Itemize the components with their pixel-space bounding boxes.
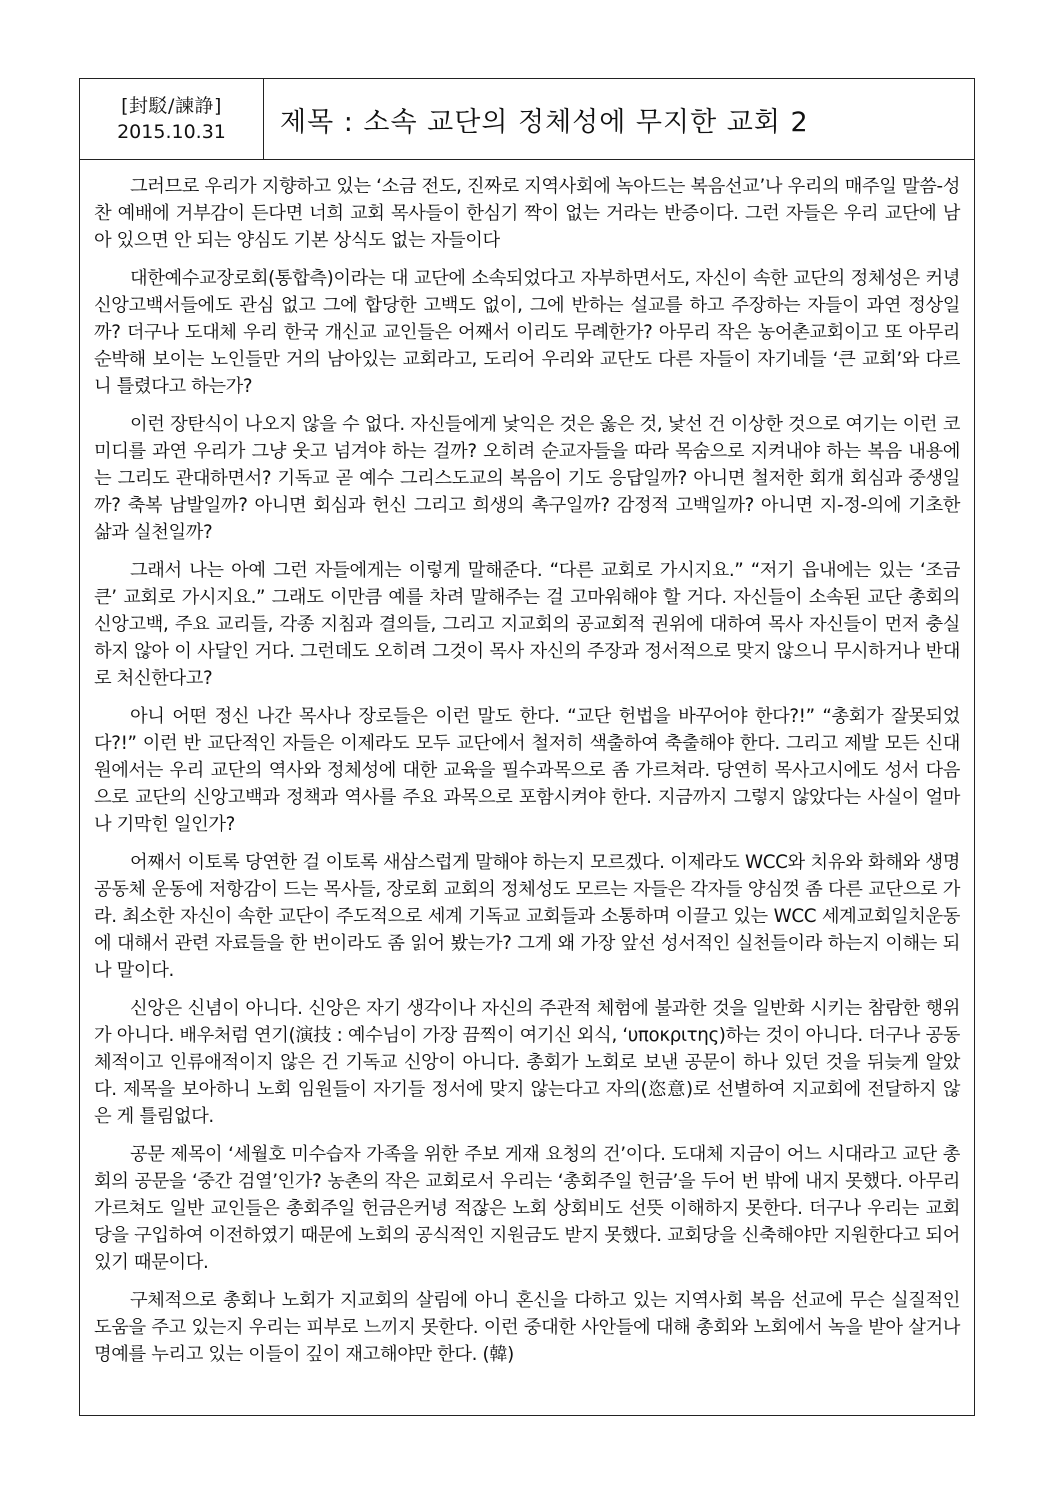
header-title-cell bbox=[264, 79, 974, 159]
paragraph: 이런 장탄식이 나오지 않을 수 없다. 자신들에게 낯익은 것은 옳은 것, 낯선 건 이상한 것으로 여기는 이런 코미디를 과연 우리가 그냥 웃고 넘겨야 하는 걸까? 오히려 순교자들을 따라 목숨으로 지켜내야 하는 복음 내용에는 그리도 관대하면서? 기독교 곧 예수 그리스도교의 복음이 기도 응답일까? 아니면 철저한 회개 회심과 중생일까? 축복 남발일까? 아니면 회심과 헌신 그리고 희생의 촉구일까? 감정적 고백일까? 아니면 지-정-의에 기초한 삶과 실천일까? bbox=[94, 414, 960, 543]
paragraph: 공문 제목이 ‘세월호 미수습자 가족을 위한 주보 게재 요청의 건’이다. 도대체 지금이 어느 시대라고 교단 총회의 공문을 ‘중간 검열’인가? 농촌의 작은 교회로서 우리는 ‘총회주일 헌금’을 두어 번 밖에 내지 못했다. 아무리 가르쳐도 일반 교인들은 총회주일 헌금은커녕 적잖은 노회 상회비도 선뜻 이해하지 못한다. 더구나 우리는 교회당을 구입하여 이전하였기 때문에 노회의 공식적인 지원금도 받지 못했다. 교회당을 신축해야만 지원한다고 되어 있기 때문이다. bbox=[94, 1144, 960, 1273]
paragraph: 아니 어떤 정신 나간 목사나 장로들은 이런 말도 한다. “교단 헌법을 바꾸어야 한다?!” “총회가 잘못되었다?!” 이런 반 교단적인 자들은 이제라도 모두 교단에서 철저히 색출하여 축출해야 한다. 그리고 제발 모든 신대원에서는 우리 교단의 역사와 정체성에 대한 교육을 필수과목으로 좀 가르쳐라. 당연히 목사고시에도 성서 다음으로 교단의 신앙고백과 정책과 역사를 주요 과목으로 포함시켜야 한다. 지금까지 그렇지 않았다는 사실이 얼마나 기막힌 일인가? bbox=[94, 706, 960, 835]
paragraph: 대한예수교장로회(통합측)이라는 대 교단에 소속되었다고 자부하면서도, 자신이 속한 교단의 정체성은 커녕 신앙고백서들에도 관심 없고 그에 합당한 고백도 없이, 그에 반하는 설교를 하고 주장하는 자들이 과연 정상일까? 더구나 도대체 우리 한국 개신교 교인들은 어째서 이리도 무례한가? 아무리 작은 농어촌교회이고 또 아무리 순박해 보이는 노인들만 거의 남아있는 교회라고, 도리어 우리와 교단도 다른 자들이 자기네들 ‘큰 교회’와 다르니 틀렸다고 하는가? bbox=[94, 268, 960, 397]
paragraph: 그래서 나는 아예 그런 자들에게는 이렇게 말해준다. “다른 교회로 가시지요.” “저기 읍내에는 있는 ‘조금 큰’ 교회로 가시지요.” 그래도 이만큼 예를 차려 말해주는 걸 고마워해야 할 거다. 자신들이 소속된 교단 총회의 신앙고백, 주요 교리들, 각종 지침과 결의들, 그리고 지교회의 공교회적 권위에 대하여 목사 자신들이 먼저 충실하지 않아 이 사달인 거다. 그런데도 오히려 그것이 목사 자신의 주장과 정서적으로 맞지 않으니 무시하거나 반대로 처신한다고? bbox=[94, 560, 960, 689]
paragraph: 그러므로 우리가 지향하고 있는 ‘소금 전도, 진짜로 지역사회에 녹아드는 복음선교’나 우리의 매주일 말씀-성찬 예배에 거부감이 든다면 너희 교회 목사들이 한심기 짝이 없는 거라는 반증이다. 그런 자들은 우리 교단에 남아 있으면 안 되는 양심도 기본 상식도 없는 자들이다 bbox=[94, 176, 960, 251]
document-frame bbox=[79, 78, 975, 1416]
paragraph: 어째서 이토록 당연한 걸 이토록 새삼스럽게 말해야 하는지 모르겠다. 이제라도 WCC와 치유와 화해와 생명공동체 운동에 저항감이 드는 목사들, 장로회 교회의 정체성도 모르는 자들은 각자들 양심껏 좀 다른 교단으로 가라. 최소한 자신이 속한 교단이 주도적으로 세계 기독교 교회들과 소통하며 이끌고 있는 WCC 세계교회일치운동에 대해서 관련 자료들을 한 번이라도 좀 읽어 봤는가? 그게 왜 가장 앞선 성서적인 실천들이라 하는지 이해는 되나 말이다. bbox=[94, 852, 960, 981]
paragraph: 구체적으로 총회나 노회가 지교회의 살림에 아니 혼신을 다하고 있는 지역사회 복음 선교에 무슨 실질적인 도움을 주고 있는지 우리는 피부로 느끼지 못한다. 이런 중대한 사안들에 대해 총회와 노회에서 녹을 받아 살거나 명예를 누리고 있는 이들이 깊이 재고해야만 한다. (韓) bbox=[94, 1290, 960, 1365]
publish-date: 2015.10.31 bbox=[117, 121, 226, 143]
document-body bbox=[80, 160, 974, 1368]
paragraph: 신앙은 신념이 아니다. 신앙은 자기 생각이나 자신의 주관적 체험에 불과한 것을 일반화 시키는 참람한 행위가 아니다. 배우처럼 연기(演技 : 예수님이 가장 끔찍이 여기신 외식, ‘υποκριτης)하는 것이 아니다. 더구나 공동체적이고 인류애적이지 않은 건 기독교 신앙이 아니다. 총회가 노회로 보낸 공문이 하나 있던 것을 뒤늦게 알았다. 제목을 보아하니 노회 임원들이 자기들 정서에 맞지 않는다고 자의(恣意)로 선별하여 지교회에 전달하지 않은 게 틀림없다. bbox=[94, 998, 960, 1127]
header-meta bbox=[80, 79, 264, 159]
document-title: 제목 : 소속 교단의 정체성에 무지한 교회 2 bbox=[280, 106, 809, 138]
column-name: [封駁/諫諍] bbox=[121, 95, 222, 117]
header bbox=[80, 79, 974, 160]
